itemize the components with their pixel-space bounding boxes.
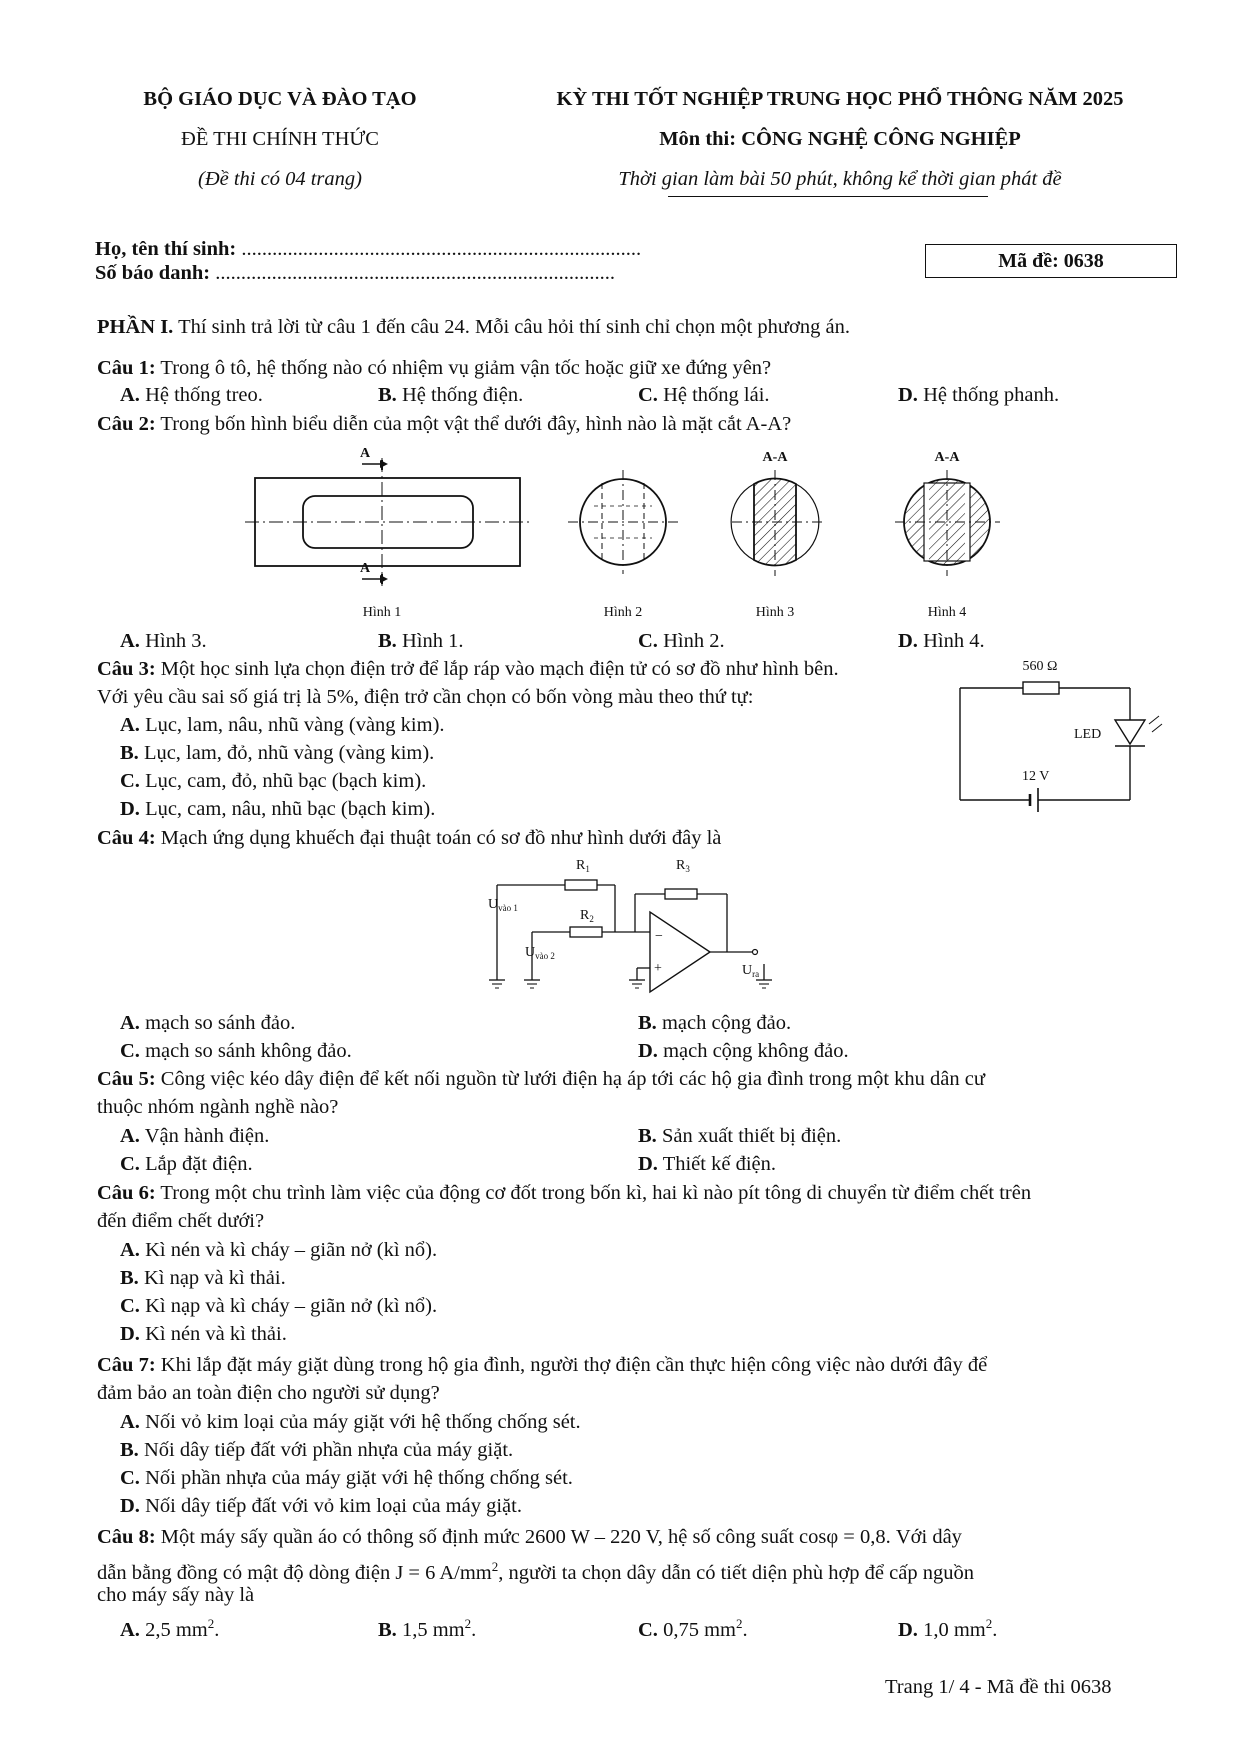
r3-label: $R_3$: [676, 858, 690, 874]
question-label: Câu 6:: [97, 1182, 156, 1204]
q7-option-c: C. Nối phần nhựa của máy giặt với hệ thống chống sét.: [120, 1467, 573, 1489]
q6-option-a: A. Kì nén và kì cháy – giãn nở (kì nổ).: [120, 1239, 438, 1261]
vout-label: $U_{ra}$: [742, 963, 760, 979]
candidate-name-line: [95, 238, 641, 261]
question-label: Câu 7:: [97, 1354, 156, 1376]
question-label: Câu 3:: [97, 658, 156, 680]
q2-option-c: C. Hình 2.: [638, 630, 725, 652]
question-5-line-2: thuộc nhóm ngành nghề nào?: [97, 1096, 339, 1118]
question-text: Trong ô tô, hệ thống nào có nhiệm vụ giảm vận tốc hoặc giữ xe đứng yên?: [155, 357, 772, 379]
question-text: Trong bốn hình biểu diễn của một vật thể dưới đây, hình nào là mặt cắt A-A?: [155, 413, 792, 435]
noninverting-input-sign: +: [654, 961, 662, 976]
question-1: [97, 355, 1187, 382]
q5-option-c: C. Lắp đặt điện.: [120, 1153, 253, 1175]
figure-2: [568, 470, 678, 574]
q5-option-b: B. Sản xuất thiết bị điện.: [638, 1125, 842, 1147]
question-label: Câu 5:: [97, 1068, 156, 1090]
question-label: Câu 8:: [97, 1526, 156, 1548]
question-text: Một máy sấy quần áo có thông số định mức 2600 W – 220 V, hệ số công suất cosφ = 0,8. Với dây: [155, 1526, 962, 1548]
question-3-line-2: Với yêu cầu sai số giá trị là 5%, điện trở cần chọn có bốn vòng màu theo thứ tự:: [97, 686, 754, 708]
section-label-4: A-A: [934, 450, 960, 465]
page-count: (Đề thi có 04 trang): [198, 168, 362, 190]
q3-option-b: B. Lục, lam, đỏ, nhũ vàng (vàng kim).: [120, 742, 435, 764]
subject-title: Môn thi: CÔNG NGHỆ CÔNG NGHIỆP: [659, 128, 1021, 150]
q3-option-d: D. Lục, cam, nâu, nhũ bạc (bạch kim).: [120, 798, 436, 820]
r1-label: $R_1$: [576, 858, 590, 874]
q5-option-d: D. Thiết kế điện.: [638, 1153, 776, 1175]
question-6-line-2: đến điểm chết dưới?: [97, 1210, 265, 1232]
caption-figure-2: Hình 2: [603, 605, 643, 620]
q6-option-c: C. Kì nạp và kì cháy – giãn nở (kì nổ).: [120, 1295, 438, 1317]
section-view-figure: [240, 436, 1040, 626]
q1-option-d: D. Hệ thống phanh.: [898, 384, 1060, 406]
q4-option-b: B. mạch cộng đảo.: [638, 1012, 792, 1034]
part-1-text: Thí sinh trả lời từ câu 1 đến câu 24. Mỗi câu hỏi thí sinh chỉ chọn một phương án.: [173, 316, 850, 338]
vin1-label: $U_{vào 1}$: [488, 897, 518, 913]
question-6: [97, 1180, 1187, 1207]
question-label: Câu 1:: [97, 357, 156, 379]
question-text: Trong một chu trình làm việc của động cơ đốt trong bốn kì, hai kì nào pít tông di chuyển từ điểm chết trên: [155, 1182, 1032, 1204]
q8-option-b: B. 1,5 $mm^2$.: [378, 1616, 477, 1641]
vin2-label: $U_{vào 2}$: [525, 945, 555, 961]
exam-code-value: 0638: [1063, 250, 1104, 272]
part-1-label: PHẦN I.: [97, 316, 174, 338]
q1-option-c: C. Hệ thống lái.: [638, 384, 770, 406]
question-7: [97, 1352, 1187, 1379]
exam-code-box: [925, 244, 1177, 278]
q4-option-d: D. mạch cộng không đảo.: [638, 1040, 849, 1062]
led-circuit: [950, 654, 1170, 824]
exam-title: KỲ THI TỐT NGHIỆP TRUNG HỌC PHỔ THÔNG NĂM 2025: [556, 88, 1124, 110]
candidate-id-line: [95, 262, 615, 285]
question-8-line-3: cho máy sấy này là: [97, 1584, 255, 1606]
part-1-instruction: [97, 314, 1187, 341]
question-text: Công việc kéo dây điện để kết nối nguồn từ lưới điện hạ áp tới các hộ gia đình trong một khu dân cư: [155, 1068, 985, 1090]
time-limit: Thời gian làm bài 50 phút, không kể thời gian phát đề: [618, 168, 1062, 190]
q3-option-a: A. Lục, lam, nâu, nhũ vàng (vàng kim).: [120, 714, 445, 736]
q2-option-d: D. Hình 4.: [898, 630, 985, 652]
question-2: [97, 411, 1187, 438]
resistor-label: 560 Ω: [1022, 659, 1058, 674]
exam-code-label: Mã đề:: [998, 250, 1059, 272]
q7-option-b: B. Nối dây tiếp đất với phần nhựa của máy giặt.: [120, 1439, 514, 1461]
question-7-line-2: đảm bảo an toàn điện cho người sử dụng?: [97, 1382, 440, 1404]
q2-option-a: A. Hình 3.: [120, 630, 207, 652]
question-text: Khi lắp đặt máy giặt dùng trong hộ gia đình, người thợ điện cần thực hiện công việc nào dưới đây để: [155, 1354, 988, 1376]
caption-figure-1: Hình 1: [362, 605, 402, 620]
resistor-symbol: [1023, 682, 1059, 694]
q5-option-a: A. Vận hành điện.: [120, 1125, 270, 1147]
candidate-name-label: Họ, tên thí sinh:: [95, 238, 237, 260]
r1-symbol: [565, 880, 597, 890]
q7-option-d: D. Nối dây tiếp đất với vỏ kim loại của máy giặt.: [120, 1495, 522, 1517]
q1-option-b: B. Hệ thống điện.: [378, 384, 524, 406]
r3-symbol: [665, 889, 697, 899]
caption-figure-3: Hình 3: [755, 605, 795, 620]
figure-3: [731, 450, 822, 576]
candidate-id-dots: ..............................................................................: [215, 262, 615, 284]
page-footer: Trang 1/ 4 - Mã đề thi 0638: [885, 1676, 1112, 1698]
inverting-input-sign: −: [655, 929, 663, 944]
opamp-symbol: [650, 912, 710, 992]
q6-option-d: D. Kì nén và kì thải.: [120, 1323, 287, 1345]
opamp-circuit: [480, 852, 800, 1002]
led-label: LED: [1074, 727, 1102, 742]
question-text: Mạch ứng dụng khuếch đại thuật toán có sơ đồ như hình dưới đây là: [155, 827, 722, 849]
led-symbol: [1115, 720, 1145, 744]
question-text: Một học sinh lựa chọn điện trở để lắp ráp vào mạch điện tử có sơ đồ như hình bên.: [155, 658, 839, 680]
figure-1: [245, 446, 530, 586]
ministry-name: BỘ GIÁO DỤC VÀ ĐÀO TẠO: [143, 88, 417, 110]
source-label: 12 V: [1022, 769, 1050, 784]
q3-option-c: C. Lục, cam, đỏ, nhũ bạc (bạch kim).: [120, 770, 427, 792]
question-label: Câu 4:: [97, 827, 156, 849]
question-8-line-2: dẫn bằng đồng có mật độ dòng điện J = 6 $A/mm^2$, người ta chọn dây dẫn có tiết diện phù hợp để cấp nguồn: [97, 1559, 974, 1584]
candidate-name-dots: ..............................................................................: [241, 238, 642, 260]
r2-symbol: [570, 927, 602, 937]
question-8: [97, 1524, 1187, 1551]
q8-option-c: C. 0,75 $mm^2$.: [638, 1616, 748, 1641]
q8-option-d: D. 1,0 $mm^2$.: [898, 1616, 998, 1641]
q4-option-a: A. mạch so sánh đảo.: [120, 1012, 296, 1034]
header-underline: [668, 196, 988, 197]
q8-option-a: A. 2,5 $mm^2$.: [120, 1616, 220, 1641]
caption-figure-4: Hình 4: [927, 605, 967, 620]
q7-option-a: A. Nối vỏ kim loại của máy giặt với hệ thống chống sét.: [120, 1411, 581, 1433]
q1-option-a: A. Hệ thống treo.: [120, 384, 263, 406]
r2-label: $R_2$: [580, 908, 594, 924]
question-4: [97, 825, 1187, 852]
question-5: [97, 1066, 1187, 1093]
cut-label-top: A: [360, 446, 371, 461]
figure-4: [895, 450, 1000, 576]
question-label: Câu 2:: [97, 413, 156, 435]
candidate-id-label: Số báo danh:: [95, 262, 211, 284]
cut-label-bottom: A: [360, 561, 371, 576]
q2-option-b: B. Hình 1.: [378, 630, 464, 652]
section-label-3: A-A: [762, 450, 788, 465]
q6-option-b: B. Kì nạp và kì thải.: [120, 1267, 286, 1289]
q4-option-c: C. mạch so sánh không đảo.: [120, 1040, 352, 1062]
official-label: ĐỀ THI CHÍNH THỨC: [181, 128, 379, 150]
